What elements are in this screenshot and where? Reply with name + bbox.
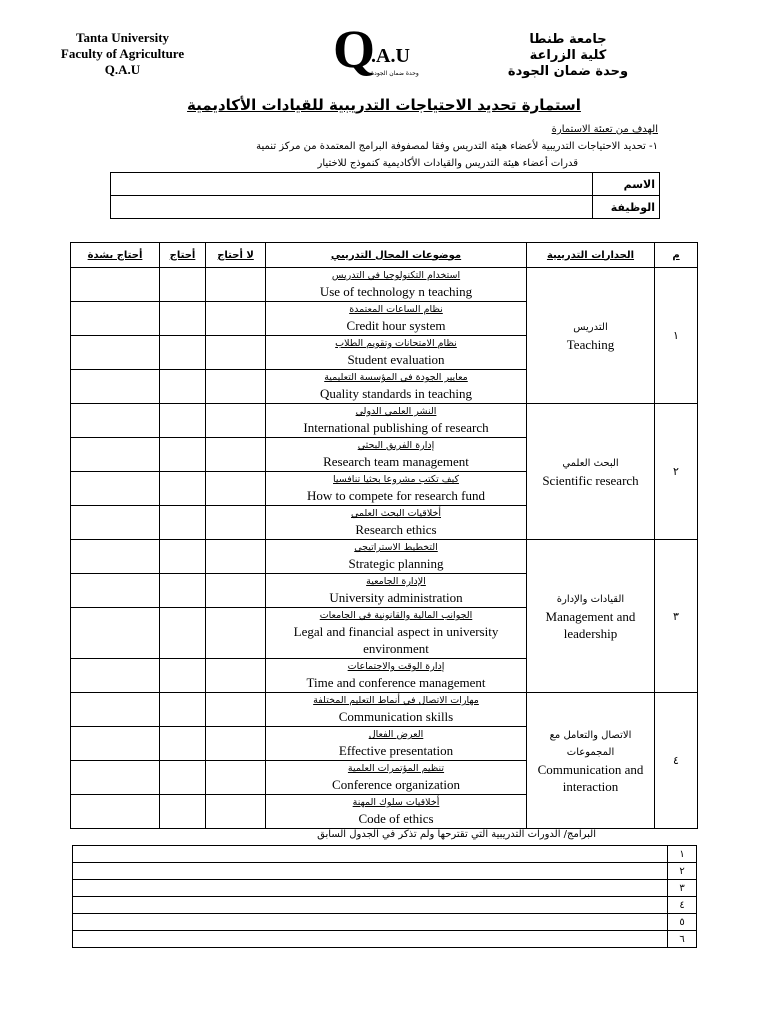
not-needed-cell[interactable] bbox=[206, 795, 266, 829]
needed-cell[interactable] bbox=[160, 336, 206, 370]
suggestion-field[interactable] bbox=[73, 897, 668, 914]
topic-en: Legal and financial aspect in university environment bbox=[293, 624, 499, 656]
suggestion-field[interactable] bbox=[73, 914, 668, 931]
university-name-ar: جامعة طنطا bbox=[529, 32, 607, 47]
needed-cell[interactable] bbox=[160, 404, 206, 438]
table-row bbox=[71, 268, 698, 302]
not-needed-cell[interactable] bbox=[206, 608, 266, 659]
strongly-needed-cell[interactable] bbox=[71, 795, 160, 829]
faculty-name-ar: كلية الزراعة bbox=[529, 48, 607, 63]
area-en: Communication and interaction bbox=[537, 761, 644, 794]
strongly-needed-cell[interactable] bbox=[71, 693, 160, 727]
table-header-row bbox=[71, 243, 698, 268]
topic-ar: التخطيط الاستراتيجي bbox=[354, 542, 438, 553]
group-number: ٣ bbox=[655, 540, 698, 693]
needed-cell[interactable] bbox=[160, 268, 206, 302]
goal-line-2: قدرات أعضاء هيئة التدريس والقيادات الأكاديمية كنموذج للاختيار bbox=[317, 158, 578, 169]
topic-cell bbox=[266, 438, 527, 472]
row-number: ٦ bbox=[668, 931, 697, 948]
not-needed-cell[interactable] bbox=[206, 404, 266, 438]
training-needs-table bbox=[70, 242, 698, 829]
topic-cell bbox=[266, 693, 527, 727]
area-en: Scientific research bbox=[542, 472, 639, 488]
goal-heading: الهدف من تعبئة الاستمارة bbox=[551, 124, 658, 135]
topic-cell bbox=[266, 574, 527, 608]
form-goal bbox=[58, 121, 658, 172]
col-not-needed-header: لا أحتاج bbox=[206, 243, 266, 268]
row-number: ١ bbox=[668, 846, 697, 863]
logo-au: .A.U bbox=[371, 45, 410, 67]
list-item bbox=[73, 931, 697, 948]
unit-name-ar: وحدة ضمان الجودة bbox=[507, 64, 629, 79]
name-row bbox=[111, 173, 660, 196]
topic-en: Effective presentation bbox=[338, 743, 454, 758]
not-needed-cell[interactable] bbox=[206, 472, 266, 506]
row-number: ٢ bbox=[668, 863, 697, 880]
col-strongly-needed-header: أحتاج بشدة bbox=[71, 243, 160, 268]
not-needed-cell[interactable] bbox=[206, 302, 266, 336]
suggestion-field[interactable] bbox=[73, 863, 668, 880]
list-item bbox=[73, 846, 697, 863]
col-area-header: الجدارات التدريبية bbox=[527, 243, 655, 268]
not-needed-cell[interactable] bbox=[206, 727, 266, 761]
topic-ar: الجوانب المالية والقانونية في الجامعات bbox=[319, 610, 473, 621]
form-title: استمارة تحديد الاحتياجات التدريبية للقيادات الأكاديمية bbox=[187, 96, 581, 114]
topic-en: Conference organization bbox=[332, 777, 460, 792]
needed-cell[interactable] bbox=[160, 659, 206, 693]
table-row bbox=[71, 404, 698, 438]
qau-logo bbox=[333, 19, 433, 85]
name-field[interactable] bbox=[111, 173, 593, 196]
not-needed-cell[interactable] bbox=[206, 336, 266, 370]
topic-ar: إدارة الوقت والاجتماعات bbox=[347, 661, 445, 672]
topic-en: Credit hour system bbox=[346, 318, 446, 333]
not-needed-cell[interactable] bbox=[206, 761, 266, 795]
area-ar: القيادات والإدارة bbox=[556, 593, 625, 605]
topic-cell bbox=[266, 727, 527, 761]
topic-ar: أخلاقيات البحث العلمي bbox=[351, 508, 441, 519]
goal-line-1: ١- تحديد الاحتياجات التدريبية لأعضاء هيئة التدريس وفقا لمصفوفة البرامج المعتمدة من مركز تنمية bbox=[256, 141, 658, 152]
university-name-en: Tanta University bbox=[75, 30, 170, 45]
not-needed-cell[interactable] bbox=[206, 268, 266, 302]
topic-en: Strategic planning bbox=[348, 556, 444, 571]
not-needed-cell[interactable] bbox=[206, 574, 266, 608]
area-en: Management and leadership bbox=[545, 608, 636, 641]
name-label: الاسم bbox=[593, 173, 660, 196]
topic-ar: نظام الساعات المعتمدة bbox=[349, 304, 443, 315]
not-needed-cell[interactable] bbox=[206, 659, 266, 693]
suggestion-field[interactable] bbox=[73, 880, 668, 897]
topic-en: Research team management bbox=[323, 454, 469, 469]
strongly-needed-cell[interactable] bbox=[71, 574, 160, 608]
topic-cell bbox=[266, 370, 527, 404]
topic-cell bbox=[266, 540, 527, 574]
group-area bbox=[527, 404, 655, 540]
suggestion-field[interactable] bbox=[73, 931, 668, 948]
unit-name-en: Q.A.U bbox=[104, 62, 141, 77]
needed-cell[interactable] bbox=[160, 370, 206, 404]
needed-cell[interactable] bbox=[160, 302, 206, 336]
topic-ar: معايير الجودة في المؤسسة التعليمية bbox=[324, 372, 468, 383]
topic-cell bbox=[266, 336, 527, 370]
group-number: ١ bbox=[655, 268, 698, 404]
topic-ar: تنظيم المؤتمرات العلمية bbox=[347, 763, 445, 774]
job-field[interactable] bbox=[111, 196, 593, 219]
col-num-header: م bbox=[655, 243, 698, 268]
list-item bbox=[73, 863, 697, 880]
topic-en: Quality standards in teaching bbox=[320, 386, 472, 401]
topic-ar: النشر العلمي الدولي bbox=[355, 406, 437, 417]
row-number: ٣ bbox=[668, 880, 697, 897]
topic-en: International publishing of research bbox=[303, 420, 489, 435]
list-item bbox=[73, 880, 697, 897]
topic-cell bbox=[266, 608, 527, 659]
strongly-needed-cell[interactable] bbox=[71, 336, 160, 370]
needed-cell[interactable] bbox=[160, 506, 206, 540]
strongly-needed-cell[interactable] bbox=[71, 404, 160, 438]
topic-ar: نظام الامتحانات وتقويم الطلاب bbox=[335, 338, 457, 349]
not-needed-cell[interactable] bbox=[206, 540, 266, 574]
not-needed-cell[interactable] bbox=[206, 693, 266, 727]
topic-en: Student evaluation bbox=[347, 352, 445, 367]
header-arabic bbox=[483, 32, 653, 80]
strongly-needed-cell[interactable] bbox=[71, 438, 160, 472]
col-topic-header: موضوعات المجال التدريبي bbox=[266, 243, 527, 268]
area-ar: التدريس bbox=[573, 321, 608, 333]
strongly-needed-cell[interactable] bbox=[71, 506, 160, 540]
suggestion-field[interactable] bbox=[73, 846, 668, 863]
strongly-needed-cell[interactable] bbox=[71, 472, 160, 506]
faculty-name-en: Faculty of Agriculture bbox=[60, 46, 185, 61]
topic-ar: العرض الفعال bbox=[368, 729, 424, 740]
strongly-needed-cell[interactable] bbox=[71, 302, 160, 336]
topic-ar: الإدارة الجامعية bbox=[366, 576, 426, 587]
logo-q: Q bbox=[333, 19, 376, 79]
list-item bbox=[73, 914, 697, 931]
strongly-needed-cell[interactable] bbox=[71, 540, 160, 574]
suggested-programs-table bbox=[72, 845, 697, 948]
topic-ar: إدارة الفريق البحثي bbox=[357, 440, 435, 451]
row-number: ٤ bbox=[668, 897, 697, 914]
col-needed-header: أحتاج bbox=[160, 243, 206, 268]
list-item bbox=[73, 897, 697, 914]
topic-cell bbox=[266, 268, 527, 302]
needed-cell[interactable] bbox=[160, 795, 206, 829]
topic-ar: استخدام التكنولوجيا في التدريس bbox=[331, 270, 461, 281]
topic-cell bbox=[266, 472, 527, 506]
topic-cell bbox=[266, 506, 527, 540]
suggested-programs-note: البرامج/ الدورات التدريبية التي تقترحها ولم تذكر في الجدول السابق bbox=[317, 829, 596, 840]
topic-en: Code of ethics bbox=[358, 811, 434, 826]
header-english bbox=[40, 30, 205, 78]
job-label: الوظيفة bbox=[593, 196, 660, 219]
job-row bbox=[111, 196, 660, 219]
needed-cell[interactable] bbox=[160, 761, 206, 795]
table-row bbox=[71, 540, 698, 574]
topic-ar: كيف تكتب مشروعا بحثيا تنافسيا bbox=[333, 474, 459, 485]
needed-cell[interactable] bbox=[160, 727, 206, 761]
group-area bbox=[527, 268, 655, 404]
topic-en: University administration bbox=[329, 590, 463, 605]
topic-cell bbox=[266, 761, 527, 795]
area-ar: الاتصال والتعامل مع المجموعات bbox=[549, 729, 632, 758]
table-row bbox=[71, 693, 698, 727]
needed-cell[interactable] bbox=[160, 574, 206, 608]
strongly-needed-cell[interactable] bbox=[71, 727, 160, 761]
area-ar: البحث العلمي bbox=[562, 457, 619, 469]
not-needed-cell[interactable] bbox=[206, 438, 266, 472]
topic-en: Research ethics bbox=[355, 522, 437, 537]
logo-subtitle: وحدة ضمان الجودة bbox=[371, 70, 419, 77]
topic-ar: أخلاقيات سلوك المهنة bbox=[352, 797, 440, 808]
group-number: ٤ bbox=[655, 693, 698, 829]
topic-cell bbox=[266, 795, 527, 829]
group-number: ٢ bbox=[655, 404, 698, 540]
topic-en: Communication skills bbox=[338, 709, 454, 724]
needed-cell[interactable] bbox=[160, 540, 206, 574]
info-table bbox=[110, 172, 660, 219]
strongly-needed-cell[interactable] bbox=[71, 370, 160, 404]
needed-cell[interactable] bbox=[160, 472, 206, 506]
strongly-needed-cell[interactable] bbox=[71, 268, 160, 302]
group-area bbox=[527, 540, 655, 693]
topic-cell bbox=[266, 659, 527, 693]
topic-en: Use of technology n teaching bbox=[319, 284, 473, 299]
strongly-needed-cell[interactable] bbox=[71, 659, 160, 693]
topic-cell bbox=[266, 302, 527, 336]
group-area bbox=[527, 693, 655, 829]
strongly-needed-cell[interactable] bbox=[71, 608, 160, 659]
topic-en: How to compete for research fund bbox=[307, 488, 485, 503]
area-en: Teaching bbox=[566, 336, 615, 352]
needed-cell[interactable] bbox=[160, 438, 206, 472]
not-needed-cell[interactable] bbox=[206, 506, 266, 540]
strongly-needed-cell[interactable] bbox=[71, 761, 160, 795]
topic-cell bbox=[266, 404, 527, 438]
not-needed-cell[interactable] bbox=[206, 370, 266, 404]
needed-cell[interactable] bbox=[160, 608, 206, 659]
topic-en: Time and conference management bbox=[306, 675, 486, 690]
row-number: ٥ bbox=[668, 914, 697, 931]
needed-cell[interactable] bbox=[160, 693, 206, 727]
topic-ar: مهارات الاتصال في أنماط التعليم المختلفة bbox=[313, 695, 479, 706]
